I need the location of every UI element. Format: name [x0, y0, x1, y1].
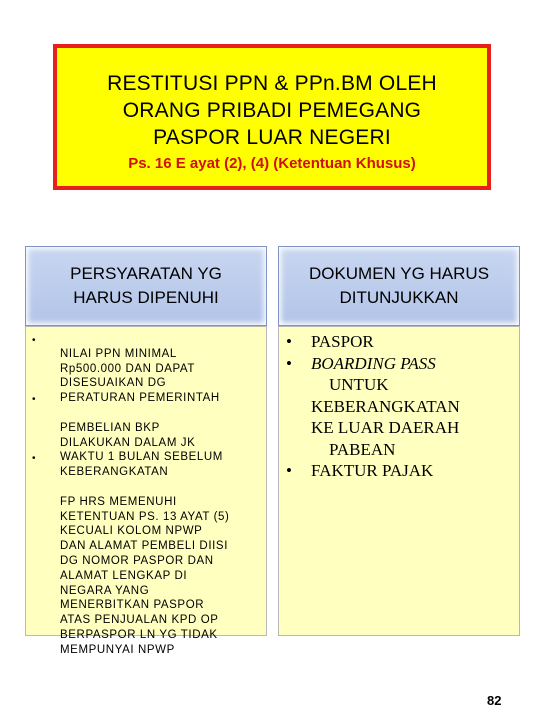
document-detail: KE LUAR DAERAH: [311, 418, 460, 437]
document-detail: KEBERANGKATAN: [311, 396, 460, 416]
left-panel-body: [25, 326, 267, 656]
document-label: PASPOR: [311, 332, 374, 351]
documents-list: [279, 331, 519, 482]
left-header-line-2: HARUS DIPENUHI: [73, 288, 219, 307]
bullet-icon: •: [32, 335, 36, 346]
right-panel-header: [278, 246, 520, 326]
main-title: [57, 70, 487, 151]
right-panel-body: [278, 326, 520, 636]
title-line-1: RESTITUSI PPN & PPn.BM OLEH: [107, 72, 437, 95]
document-label: FAKTUR PAJAK: [311, 461, 434, 480]
requirements-list: [60, 332, 260, 672]
bullet-icon: •: [286, 353, 292, 373]
page-number: 82: [487, 693, 502, 708]
bullet-icon: •: [32, 394, 36, 405]
bullet-icon: •: [286, 332, 292, 351]
bullet-icon: •: [286, 461, 292, 480]
document-item-boarding-pass: [279, 353, 519, 461]
document-label: BOARDING PASS: [311, 353, 436, 373]
title-line-2: ORANG PRIBADI PEMEGANG: [122, 99, 422, 122]
subtitle: Ps. 16 E ayat (2), (4) (Ketentuan Khusus): [128, 155, 416, 172]
right-header-line-2: DITUNJUKKAN: [339, 288, 459, 307]
title-line-3: PASPOR LUAR NEGERI: [153, 126, 391, 149]
document-detail: UNTUK: [329, 375, 389, 394]
requirement-item-1: NILAI PPN MINIMAL Rp500.000 DAN DAPAT DISESUAIKAN DG PERATURAN PEMERINTAH: [60, 347, 220, 405]
document-detail: PABEAN: [329, 439, 396, 459]
requirement-item-2: PEMBELIAN BKP DILAKUKAN DALAM JK WAKTU 1 BULAN SEBELUM KEBERANGKATAN: [60, 421, 223, 479]
bullet-icon: •: [32, 453, 36, 464]
document-item-faktur-pajak: [279, 460, 519, 482]
title-box: [53, 44, 491, 190]
document-item-paspor: [279, 331, 519, 353]
left-panel-header: [25, 246, 267, 326]
left-header-line-1: PERSYARATAN YG: [70, 264, 222, 283]
requirement-item-3: FP HRS MEMENUHI KETENTUAN PS. 13 AYAT (5) KECUALI KOLOM NPWP DAN ALAMAT PEMBELI DIISI DG NOMOR PASPOR DAN ALAMAT LENGKAP DI NEGARA YANG MENERBITKAN PASPOR ATAS PENJUALAN KPD OP BERPASPOR LN YG TIDAK MEMPUNYAI NPWP: [60, 495, 230, 656]
right-header-line-1: DOKUMEN YG HARUS: [308, 264, 490, 283]
